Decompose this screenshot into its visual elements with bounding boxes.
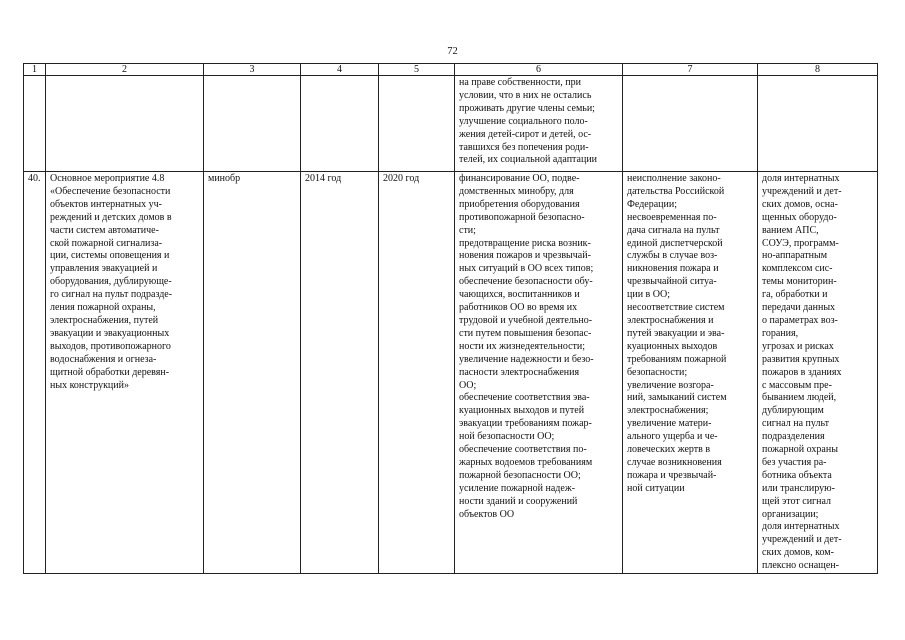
text-line: щей этот сигнал — [762, 495, 832, 507]
header-cell: 8 — [758, 64, 878, 76]
text-line: о параметрах воз- — [762, 314, 838, 326]
table-cell — [455, 76, 623, 172]
text-line: пожарной охраны — [762, 444, 838, 456]
text-line: трудовой и учебной деятельно- — [459, 314, 593, 326]
expected-result — [455, 172, 623, 574]
text-line: куационных выходов — [627, 340, 718, 352]
text-line: ности зданий и сооружений — [459, 495, 578, 507]
text-line: пожара и чрезвычай- — [627, 469, 717, 481]
header-cell: 4 — [301, 64, 379, 76]
executor: минобр — [204, 172, 301, 574]
table-cell — [24, 76, 46, 172]
text-line: увеличение надежности и безо- — [459, 353, 594, 365]
header-cell: 2 — [46, 64, 204, 76]
start-year: 2014 год — [301, 172, 379, 574]
text-line: объектов ОО — [459, 508, 515, 520]
text-line: несоответствие систем — [627, 302, 725, 314]
end-year: 2020 год — [379, 172, 455, 574]
text-line: дача сигнала на пульт — [627, 224, 720, 236]
text-line: Федерации; — [627, 198, 678, 210]
text-line: объектов интернатных уч- — [50, 198, 162, 210]
text-line: усиление пожарной надеж- — [459, 482, 576, 494]
text-line: щитной обработки деревян- — [50, 366, 170, 378]
header-cell: 7 — [623, 64, 758, 76]
text-line: случае возникновения — [627, 456, 722, 468]
text-line: проживать другие члены семьи; — [459, 102, 595, 114]
page-number: 72 — [447, 46, 458, 57]
text-line: увеличение матери- — [627, 418, 712, 430]
text-line: ных конструкций» — [50, 379, 129, 391]
text-line: пожарной безопасности ОО; — [459, 469, 581, 481]
text-line: доля интернатных — [762, 173, 840, 184]
text-line: ной ситуации — [627, 482, 685, 494]
text-line: требованиям пожарной — [627, 353, 727, 365]
text-line: единой диспетчерской — [627, 237, 723, 249]
text-line: Основное мероприятие 4.8 — [50, 173, 165, 184]
table-cell — [623, 76, 758, 172]
text-line: или транслирую- — [762, 482, 835, 494]
table-cell — [379, 76, 455, 172]
text-line: жарных водоемов требованиям — [459, 456, 593, 468]
table-header-row — [24, 64, 878, 76]
text-line: ской пожарной сигнализа- — [50, 237, 163, 249]
text-line: ции в ОО; — [627, 289, 670, 301]
text-line: ских домов, ком- — [762, 547, 834, 559]
header-cell: 3 — [204, 64, 301, 76]
text-line: ний, замыканий систем — [627, 392, 727, 404]
text-line: работников ОО во время их — [459, 302, 578, 314]
text-line: домственных минобру, для — [459, 185, 574, 197]
text-line: сигнал на пульт — [762, 418, 830, 430]
text-line: учреждений и дет- — [762, 534, 842, 546]
header-cell: 6 — [455, 64, 623, 76]
text-line: ности их жизнедеятельности; — [459, 340, 586, 352]
table-row — [24, 172, 878, 574]
text-line: эвакуации и эвакуационных — [50, 327, 170, 339]
text-line: путей эвакуации и эва- — [627, 327, 725, 339]
table-cell — [301, 76, 379, 172]
text-line: обеспечение соответствия эва- — [459, 392, 590, 404]
header-cell: 5 — [379, 64, 455, 76]
text-line: пасности электроснабжения — [459, 366, 580, 378]
text-line: СОУЭ, программ- — [762, 237, 839, 249]
text-line: на праве собственности, при — [459, 77, 581, 88]
text-line: чрезвычайной ситуа- — [627, 276, 717, 288]
text-line: ального ущерба и че- — [627, 431, 718, 443]
text-line: тавшихся без попечения роди- — [459, 141, 589, 153]
text-line: телей, их социальной адаптации — [459, 154, 598, 166]
text-line: угрозах и рисках — [762, 340, 834, 352]
text-line: доля интернатных — [762, 521, 840, 533]
text-line: условии, что в них не остались — [459, 89, 592, 101]
text-line: пожаров в зданиях — [762, 366, 842, 378]
text-line: ции, системы оповещения и — [50, 250, 170, 262]
text-line: без участия ра- — [762, 456, 827, 468]
text-line: ских домов, осна- — [762, 198, 838, 210]
text-line: темы мониторин- — [762, 276, 837, 288]
text-line: щенных оборудо- — [762, 211, 837, 223]
text-line: части систем автоматиче- — [50, 224, 159, 236]
text-line: обеспечение соответствия по- — [459, 444, 587, 456]
table-cell — [758, 76, 878, 172]
text-line: ботника объекта — [762, 469, 832, 481]
text-line: реждений и детских домов в — [50, 211, 172, 223]
text-line: увеличение возгора- — [627, 379, 714, 391]
indicators — [758, 172, 878, 574]
text-line: ловеческих жертв в — [627, 444, 711, 456]
consequences — [623, 172, 758, 574]
table-cell — [46, 76, 204, 172]
text-line: эвакуации требованиям пожар- — [459, 418, 592, 430]
text-line: сти; — [459, 224, 476, 236]
text-line: организации; — [762, 508, 819, 520]
text-line: быванием людей, — [762, 392, 837, 404]
text-line: противопожарной безопасно- — [459, 211, 585, 223]
text-line: приобретения оборудования — [459, 198, 580, 210]
text-line: ной безопасности ОО; — [459, 431, 555, 443]
text-line: го сигнал на пульт подразде- — [50, 289, 173, 301]
text-line: водоснабжения и огнеза- — [50, 353, 157, 365]
row-number: 40. — [24, 172, 46, 574]
text-line: безопасности; — [627, 366, 688, 378]
text-line: электроснабжения, путей — [50, 314, 159, 326]
text-line: новения пожаров и чрезвычай- — [459, 250, 591, 262]
text-line: ванием АПС, — [762, 224, 819, 236]
text-line: улучшение социального поло- — [459, 115, 588, 127]
text-line: ных ситуаций в ОО всех типов; — [459, 263, 594, 275]
text-line: га, обработки и — [762, 289, 828, 301]
text-line: электроснабжения и — [627, 314, 714, 326]
text-line: плексно оснащен- — [762, 560, 839, 572]
text-line: развития крупных — [762, 353, 840, 365]
text-line: дательства Российской — [627, 185, 725, 197]
text-line: жения детей-сирот и детей, ос- — [459, 128, 592, 140]
text-line: неисполнение законо- — [627, 173, 721, 184]
text-line: передачи данных — [762, 302, 836, 314]
text-line: никновения пожара и — [627, 263, 719, 275]
document-table — [23, 63, 878, 574]
text-line: но-аппаратным — [762, 250, 828, 262]
text-line: предотвращение риска возник- — [459, 237, 591, 249]
text-line: «Обеспечение безопасности — [50, 185, 171, 197]
text-line: службы в случае воз- — [627, 250, 718, 262]
text-line: оборудования, дублирующе- — [50, 276, 172, 288]
text-line: финансирование ОО, подве- — [459, 173, 580, 184]
text-line: комплексом сис- — [762, 263, 833, 275]
text-line: обеспечение безопасности обу- — [459, 276, 593, 288]
text-line: несвоевременная по- — [627, 211, 717, 223]
text-line: горания, — [762, 327, 799, 339]
text-line: куационных выходов и путей — [459, 405, 585, 417]
measure-description — [46, 172, 204, 574]
text-line: электроснабжения; — [627, 405, 709, 417]
text-line: сти путем повышения безопас- — [459, 327, 592, 339]
text-line: подразделения — [762, 431, 825, 443]
header-cell: 1 — [24, 64, 46, 76]
text-line: управления эвакуацией и — [50, 263, 158, 275]
text-line: чающихся, воспитанников и — [459, 289, 580, 301]
text-line: дублирующим — [762, 405, 824, 417]
text-line: учреждений и дет- — [762, 185, 842, 197]
text-line: с массовым пре- — [762, 379, 832, 391]
text-line: выходов, противопожарного — [50, 340, 171, 352]
table-cell — [204, 76, 301, 172]
text-line: ОО; — [459, 379, 477, 391]
table-row — [24, 76, 878, 172]
text-line: ления пожарной охраны, — [50, 302, 156, 314]
